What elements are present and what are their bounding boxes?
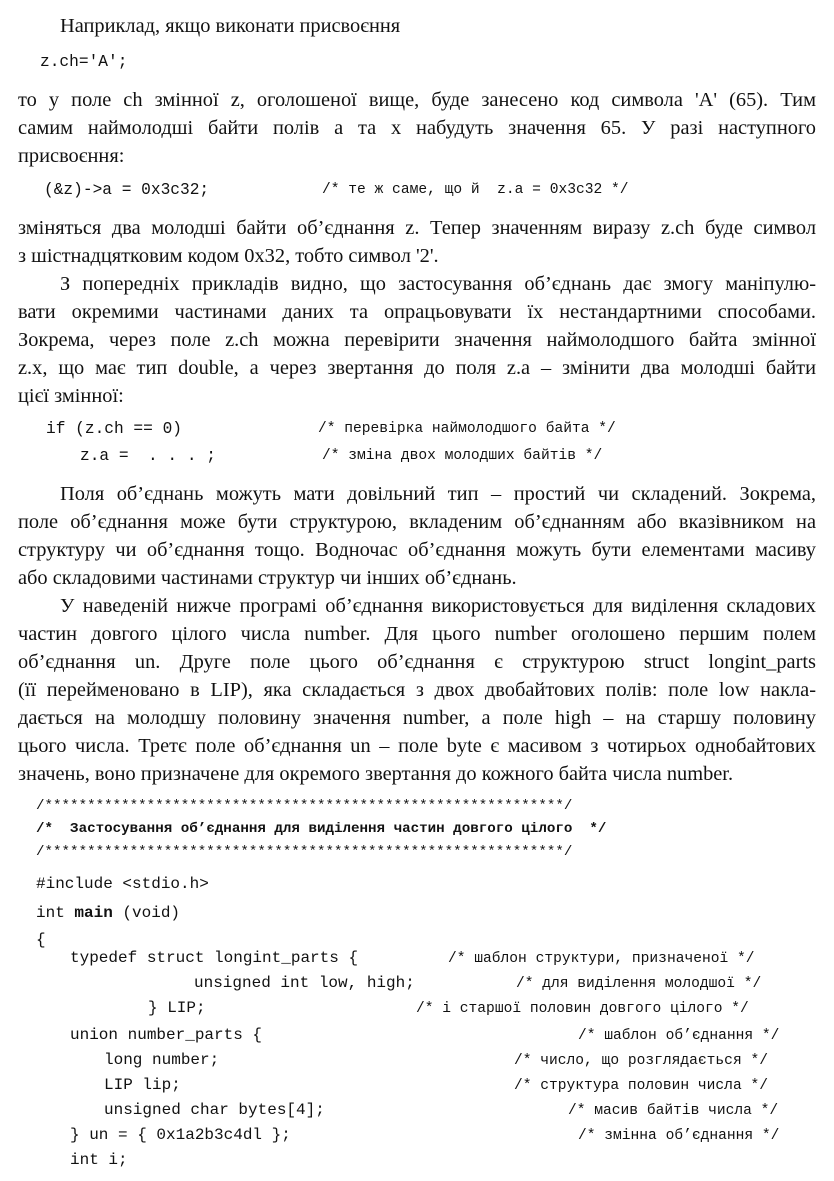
code-line: typedef struct longint_parts {: [70, 949, 359, 967]
code-comment: /* шаблон об’єднання */: [578, 1028, 780, 1044]
code-comment: /* масив байтів числа */: [568, 1103, 779, 1119]
code-line: (&z)->a = 0x3c32;: [44, 181, 210, 199]
code-line: int i;: [70, 1151, 128, 1169]
paragraph-line: вати окремими частинами даних та опрацьовувати їх нестандартними способами.: [18, 301, 816, 323]
code-comment: /* перевірка наймолодшого байта */: [318, 421, 616, 437]
code-line: z.ch='A';: [40, 53, 128, 71]
paragraph-line: З попередніх прикладів видно, що застосування об’єднань дає змогу маніпулю-: [60, 273, 816, 295]
code-comment: /* число, що розглядається */: [514, 1053, 768, 1069]
paragraph-line: зміняться два молодші байти об’єднання z. Тепер значенням виразу z.ch буде символ: [18, 217, 816, 239]
paragraph-line: цього числа. Третє поле об’єднання un – поле byte є масивом з чотирьох однобайтових: [18, 735, 816, 757]
paragraph-line: присвоєння:: [18, 145, 125, 167]
paragraph-line: У наведеній нижче програмі об’єднання використовується для виділення складових: [60, 595, 816, 617]
code-line: int main (void): [36, 904, 181, 922]
paragraph-line: Наприклад, якщо виконати присвоєння: [60, 15, 401, 37]
paragraph-line: Зокрема, через поле z.ch можна перевірити значення наймолодшого байта змінної: [18, 329, 816, 351]
code-comment: /* зміна двох молодших байтів */: [322, 448, 603, 464]
code-comment: /* шаблон структури, призначеної */: [448, 951, 755, 967]
paragraph-line: Поля об’єднань можуть мати довільний тип – простий чи складений. Зокрема,: [60, 483, 816, 505]
code-comment: /* для виділення молодшої */: [516, 976, 762, 992]
code-comment: /* структура половин числа */: [514, 1078, 768, 1094]
code-line: {: [36, 931, 46, 949]
paragraph-line: з шістнадцятковим кодом 0x32, тобто символ '2'.: [18, 245, 439, 267]
code-line: } LIP;: [148, 999, 206, 1017]
paragraph-line: дається на молодшу половину значення number, а поле high – на старшу половину: [18, 707, 816, 729]
code-line: long number;: [104, 1051, 220, 1069]
paragraph-line: цієї змінної:: [18, 385, 124, 407]
code-line: #include <stdio.h>: [36, 875, 209, 893]
code-line: unsigned int low, high;: [194, 974, 415, 992]
paragraph-line: z.x, що має тип double, а через звертання до поля z.a – змінити два молодші байти: [18, 357, 816, 379]
code-line: /*************************************************************/: [36, 844, 573, 860]
code-line: union number_parts {: [70, 1026, 263, 1044]
code-comment: /* те ж саме, що й z.a = 0x3c32 */: [322, 182, 629, 198]
paragraph-line: поле об’єднання може бути структурою, вкладеним об’єднанням або вказівником на: [18, 511, 816, 533]
code-line: z.a = . . . ;: [80, 447, 216, 465]
paragraph-line: (її перейменовано в LIP), яка складається з двох двобайтових полів: поле low накла-: [18, 679, 816, 701]
code-line: LIP lip;: [104, 1076, 181, 1094]
code-line: } un = { 0x1a2b3c4dl };: [70, 1126, 291, 1144]
code-line: /* Застосування об’єднання для виділення частин довгого цілого */: [36, 821, 607, 837]
code-line: /*************************************************************/: [36, 798, 573, 814]
code-line: unsigned char bytes[4];: [104, 1101, 325, 1119]
paragraph-line: то у поле ch змінної z, оголошеної вище, буде занесено код символа 'A' (65). Тим: [18, 89, 816, 111]
paragraph-line: самим наймолодші байти полів a та x набудуть значення 65. У разі наступного: [18, 117, 816, 139]
code-comment: /* змінна об’єднання */: [578, 1128, 780, 1144]
paragraph-line: або складовими частинами структур чи інших об’єднань.: [18, 567, 517, 589]
code-comment: /* і старшої половин довгого цілого */: [416, 1001, 749, 1017]
paragraph-line: структуру чи об’єднання тощо. Водночас об’єднання можуть бути елементами масиву: [18, 539, 816, 561]
paragraph-line: значень, воно призначене для окремого звертання до кожного байта числа number.: [18, 763, 734, 785]
paragraph-line: об’єднання un. Друге поле цього об’єднання є структурою struct longint_parts: [18, 651, 816, 673]
code-line: if (z.ch == 0): [46, 420, 182, 438]
paragraph-line: частин довгого цілого числа number. Для цього number оголошено першим полем: [18, 623, 816, 645]
